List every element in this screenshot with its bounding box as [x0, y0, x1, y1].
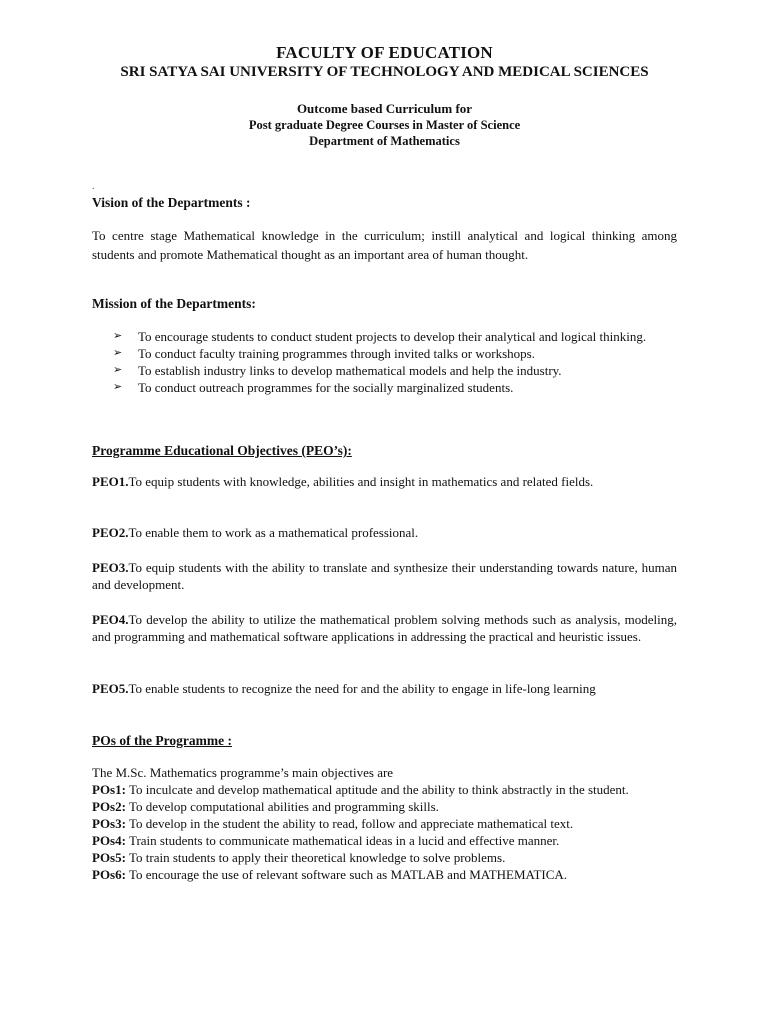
mission-item: ➢ To conduct outreach programmes for the socially marginalized students. — [113, 380, 514, 395]
peo-item-4: PEO4.To develop the ability to utilize the mathematical problem solving methods such as analysis, modeling, and programming and mathematical software applications in addressing the practical and heuristic issues. — [92, 612, 677, 644]
pos-item-2: POs2: To develop computational abilities and programming skills. — [92, 799, 439, 814]
department-line: Department of Mathematics — [309, 134, 460, 148]
mission-item: ➢ To conduct faculty training programmes through invited talks or workshops. — [113, 346, 535, 361]
peo-item-1: PEO1.To equip students with knowledge, abilities and insight in mathematics and related fields. — [92, 474, 594, 489]
arrow-bullet-icon: ➢ — [113, 381, 123, 393]
faculty-title: FACULTY OF EDUCATION — [276, 43, 493, 62]
mission-item: ➢ To establish industry links to develop mathematical models and help the industry. — [113, 363, 562, 378]
arrow-bullet-icon: ➢ — [113, 330, 123, 342]
peo-item-3: PEO3.To equip students with the ability to translate and synthesize their understanding towards nature, human and development. — [92, 560, 677, 592]
arrow-bullet-icon: ➢ — [113, 364, 123, 376]
arrow-bullet-icon: ➢ — [113, 347, 123, 359]
pos-block — [92, 764, 677, 883]
pos-item-5: POs5: To train students to apply their theoretical knowledge to solve problems. — [92, 850, 506, 865]
vision-heading: Vision of the Departments : — [92, 195, 251, 210]
pos-intro: The M.Sc. Mathematics programme’s main objectives are — [92, 765, 394, 780]
mission-item: ➢ To encourage students to conduct student projects to develop their analytical and logical thinking. — [113, 329, 647, 344]
peo-heading: Programme Educational Objectives (PEO’s): — [92, 443, 352, 458]
courses-subtitle — [92, 117, 677, 149]
university-name: SRI SATYA SAI UNIVERSITY OF TECHNOLOGY AND MEDICAL SCIENCES — [120, 64, 649, 80]
mission-list — [113, 328, 677, 396]
peo-item-5: PEO5.To enable students to recognize the need for and the ability to engage in life-long learning — [92, 681, 596, 696]
stray-dot: . — [92, 181, 95, 192]
peo-item-2: PEO2.To enable them to work as a mathematical professional. — [92, 525, 419, 540]
curriculum-subtitle: Outcome based Curriculum for — [296, 101, 473, 116]
pos-item-3: POs3: To develop in the student the ability to read, follow and appreciate mathematical text. — [92, 816, 574, 831]
pos-item-4: POs4: Train students to communicate mathematical ideas in a lucid and effective manner. — [92, 833, 560, 848]
pos-item-1: POs1: To inculcate and develop mathematical aptitude and the ability to think abstractly in the student. — [92, 782, 629, 797]
pos-item-6: POs6: To encourage the use of relevant software such as MATLAB and MATHEMATICA. — [92, 867, 568, 882]
vision-text: To centre stage Mathematical knowledge in the curriculum; instill analytical and logical thinking among students and promote Mathematical thought as an important area of human thought. — [92, 228, 677, 262]
courses-line: Post graduate Degree Courses in Master of Science — [248, 118, 521, 132]
mission-heading: Mission of the Departments: — [92, 296, 256, 311]
pos-heading: POs of the Programme : — [92, 733, 232, 748]
